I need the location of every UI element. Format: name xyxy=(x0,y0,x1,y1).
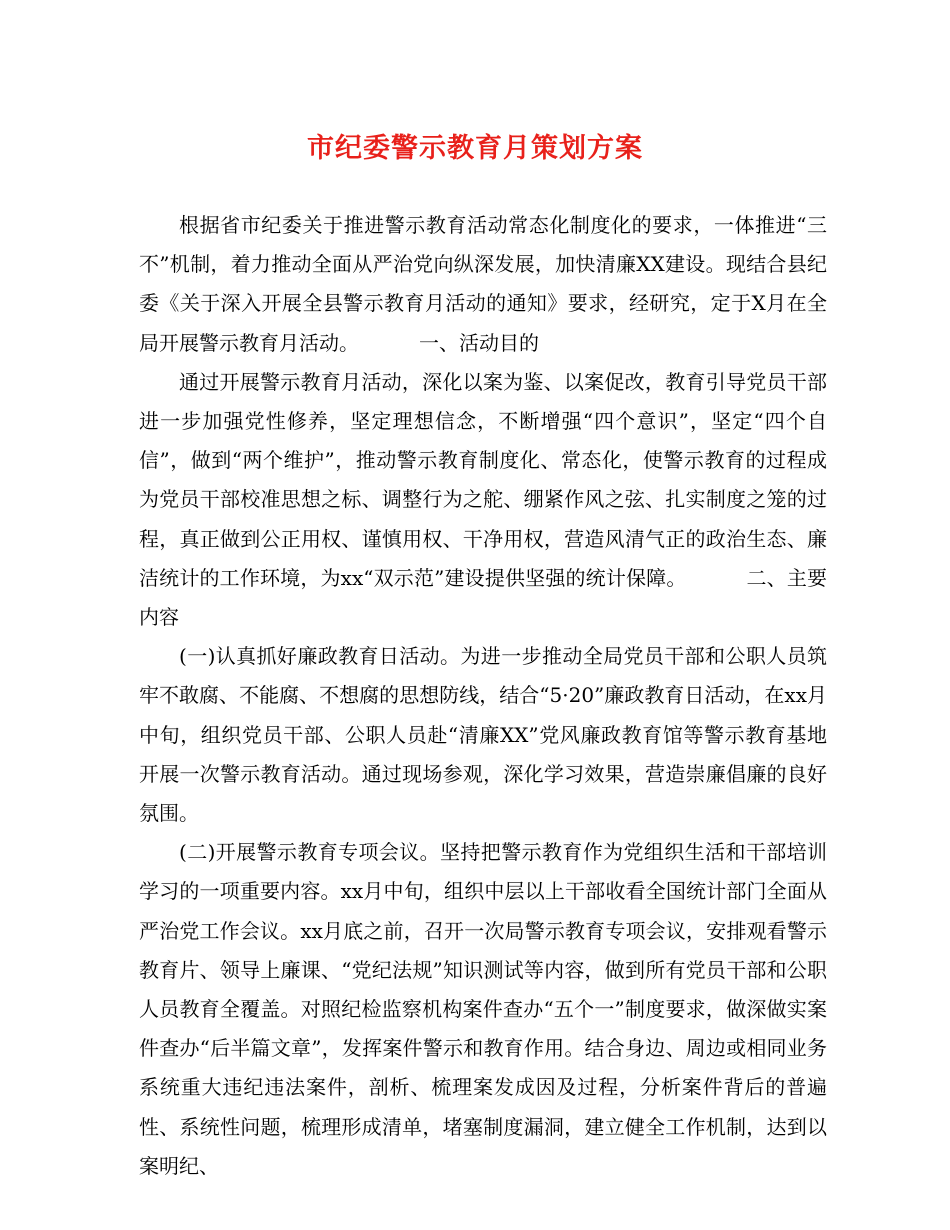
section-heading-purpose: 一、活动目的 xyxy=(419,330,539,355)
paragraph-item-2-text: (二)开展警示教育专项会议。坚持把警示教育作为党组织生活和干部培训学习的一项重要内容。xx月中旬，组织中层以上干部收看全国统计部门全面从严治党工作会议。xx月底之前，召开一次局警示教育专项会议，安排观看警示教育片、领导上廉课、“党纪法规”知识测试等内容，做到所有党员干部和公职人员教育全覆盖。对照纪检监察机构案件查办“五个一”制度要求，做深做实案件查办“后半篇文章”，发挥案件警示和教育作用。结合身边、周边或相同业务系统重大违纪违法案件，剖析、梳理案发成因及过程，分析案件背后的普遍性、系统性问题，梳理形成清单，堵塞制度漏洞，建立健全工作机制，达到以案明纪、 xyxy=(139,840,827,1178)
paragraph-purpose-text: 通过开展警示教育月活动，深化以案为鉴、以案促改，教育引导党员干部进一步加强党性修养，坚定理想信念，不断增强“四个意识”，坚定“四个自信”，做到“两个维护”，推动警示教育制度化、常态化，使警示教育的过程成为党员干部校准思想之标、调整行为之舵、绷紧作风之弦、扎实制度之笼的过程，真正做到公正用权、谨慎用权、干净用权，营造风清气正的政治生态、廉洁统计的工作环境，为xx“双示范”建设提供坚强的统计保障。 xyxy=(139,369,827,590)
paragraph-intro xyxy=(139,206,827,363)
document-body xyxy=(139,206,827,1186)
paragraph-intro-text: 根据省市纪委关于推进警示教育活动常态化制度化的要求，一体推进“三不”机制，着力推动全面从严治党向纵深发展，加快清廉XX建设。现结合县纪委《关于深入开展全县警示教育月活动的通知》要求，经研究，定于X月在全局开展警示教育月活动。 xyxy=(139,213,827,355)
paragraph-purpose xyxy=(139,363,827,637)
document-title: 市纪委警示教育月策划方案 xyxy=(307,133,643,164)
paragraph-item-1 xyxy=(139,637,827,833)
section-heading-content: 二、主要内容 xyxy=(139,565,827,630)
paragraph-item-2 xyxy=(139,833,827,1186)
paragraph-item-1-text: (一)认真抓好廉政教育日活动。为进一步推动全局党员干部和公职人员筑牢不敢腐、不能腐、不想腐的思想防线，结合“5·20”廉政教育日活动，在xx月中旬，组织党员干部、公职人员赴“清廉XX”党风廉政教育馆等警示教育基地开展一次警示教育活动。通过现场参观，深化学习效果，营造崇廉倡廉的良好氛围。 xyxy=(139,644,827,826)
